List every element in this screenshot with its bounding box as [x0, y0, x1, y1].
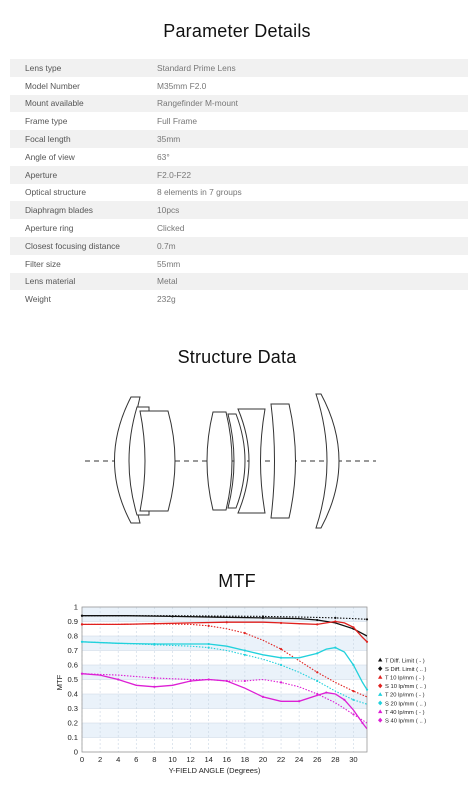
- param-value: F2.0-F22: [157, 169, 191, 180]
- x-tick-label: 30: [349, 755, 358, 764]
- legend-label: T Diff. Limit ( - ): [385, 658, 425, 665]
- parameter-table: [10, 59, 468, 308]
- legend-label: T 10 lp/mm ( - ): [385, 675, 425, 682]
- x-tick-label: 12: [186, 755, 195, 764]
- series-point: [352, 690, 354, 692]
- x-tick-label: 2: [97, 755, 103, 764]
- y-tick-label: 0.3: [67, 704, 78, 714]
- legend-label: T 20 lp/mm ( - ): [385, 692, 425, 699]
- y-tick-label: 0.9: [67, 617, 78, 627]
- lens-element-3: [140, 411, 175, 511]
- param-label: Lens type: [25, 62, 62, 73]
- param-value: Rangefinder M-mount: [157, 98, 238, 109]
- param-value: 232g: [157, 294, 176, 305]
- y-tick-label: 0.6: [67, 660, 78, 670]
- series-point: [244, 649, 246, 651]
- param-row: [10, 59, 468, 77]
- param-row: [10, 273, 468, 291]
- param-value: Metal: [157, 276, 178, 287]
- series-point: [352, 699, 354, 701]
- param-label: Focal length: [25, 134, 71, 145]
- y-axis-label: MTF: [55, 674, 64, 691]
- x-tick-label: 4: [116, 755, 121, 764]
- param-label: Weight: [25, 294, 51, 305]
- legend-label: T 40 lp/mm ( - ): [385, 709, 425, 716]
- series-point: [343, 699, 345, 701]
- series-point: [81, 615, 83, 617]
- series-point: [81, 641, 83, 643]
- series-point: [352, 664, 354, 666]
- series-point: [189, 680, 191, 682]
- mtf-title: MTF: [218, 571, 256, 591]
- legend-label: S 20 lp/mm ( .. ): [385, 701, 427, 708]
- series-point: [352, 626, 354, 628]
- x-tick-label: 26: [313, 755, 322, 764]
- series-point: [334, 647, 336, 649]
- plot-band: [82, 723, 367, 738]
- param-row: [10, 255, 468, 273]
- lens-element-7: [271, 404, 296, 518]
- param-row: [10, 184, 468, 202]
- param-value: M35mm F2.0: [157, 80, 207, 91]
- series-point: [280, 648, 282, 650]
- x-tick-label: 24: [294, 755, 304, 764]
- param-row: [10, 237, 468, 255]
- plot-band: [82, 651, 367, 666]
- series-point: [280, 664, 282, 666]
- series-point: [208, 647, 210, 649]
- x-tick-label: 6: [134, 755, 139, 764]
- x-tick-label: 16: [222, 755, 231, 764]
- series-point: [316, 623, 318, 625]
- legend-marker: [378, 692, 382, 696]
- param-row: [10, 201, 468, 219]
- param-row: [10, 166, 468, 184]
- series-point: [262, 696, 264, 698]
- series-point: [298, 700, 300, 702]
- param-value: 0.7m: [157, 240, 176, 251]
- structure-data-title: Structure Data: [177, 347, 297, 367]
- legend-marker: [378, 709, 382, 713]
- series-point: [280, 657, 282, 659]
- x-tick-label: 18: [240, 755, 250, 764]
- series-point: [208, 678, 210, 680]
- series-point: [208, 643, 210, 645]
- y-tick-label: 1: [73, 602, 78, 612]
- series-point: [81, 623, 83, 625]
- legend-label: S 40 lp/mm ( .. ): [385, 718, 427, 725]
- legend-marker: [378, 683, 382, 688]
- x-axis-label: Y-FIELD ANGLE (Degrees): [168, 766, 261, 775]
- param-row: [10, 130, 468, 148]
- lens-structure-diagram: [0, 390, 474, 540]
- series-point: [153, 623, 155, 625]
- param-row: [10, 77, 468, 95]
- param-value: 63°: [157, 151, 170, 162]
- plot-band: [82, 738, 367, 753]
- param-value: 8 elements in 7 groups: [157, 187, 242, 198]
- param-label: Closest focusing distance: [25, 240, 120, 251]
- series-point: [334, 617, 336, 619]
- param-row: [10, 290, 468, 308]
- legend-label: S Diff. Limit ( .. ): [385, 666, 427, 673]
- series-point: [226, 621, 228, 623]
- series-point: [244, 632, 246, 634]
- series-point: [81, 673, 83, 675]
- series-point: [262, 615, 264, 617]
- series-point: [316, 680, 318, 682]
- param-value: Standard Prime Lens: [157, 62, 236, 73]
- param-row: [10, 148, 468, 166]
- x-tick-label: 0: [79, 755, 85, 764]
- param-label: Aperture ring: [25, 223, 74, 234]
- y-tick-label: 0.8: [67, 631, 78, 641]
- legend-marker: [378, 658, 382, 662]
- series-point: [325, 691, 327, 693]
- param-label: Lens material: [25, 276, 76, 287]
- legend-marker: [378, 675, 382, 679]
- param-label: Filter size: [25, 258, 61, 269]
- y-tick-label: 0.7: [67, 646, 78, 656]
- param-label: Model Number: [25, 80, 80, 91]
- x-tick-label: 22: [276, 755, 286, 764]
- parameter-details-title: Parameter Details: [163, 21, 311, 41]
- series-point: [361, 722, 363, 724]
- y-tick-label: 0.2: [67, 718, 78, 728]
- series-point: [244, 654, 246, 656]
- series-point: [366, 641, 368, 643]
- x-tick-label: 20: [258, 755, 268, 764]
- legend-label: S 10 lp/mm ( .. ): [385, 684, 427, 691]
- param-label: Mount available: [25, 98, 84, 109]
- x-tick-label: 8: [152, 755, 157, 764]
- param-value: Full Frame: [157, 116, 198, 127]
- y-tick-label: 0.4: [67, 689, 78, 699]
- series-point: [316, 652, 318, 654]
- x-tick-label: 14: [204, 755, 213, 764]
- series-point: [366, 618, 368, 620]
- param-label: Angle of view: [25, 151, 75, 162]
- plot-band: [82, 607, 367, 622]
- series-point: [153, 644, 155, 646]
- series-point: [280, 681, 282, 683]
- param-value: Clicked: [157, 223, 185, 234]
- legend-marker: [378, 701, 382, 706]
- series-point: [366, 689, 368, 691]
- plot-band: [82, 694, 367, 709]
- y-tick-label: 0: [73, 747, 78, 757]
- mtf-chart: [0, 600, 474, 790]
- param-label: Diaphragm blades: [25, 205, 93, 216]
- param-row: [10, 219, 468, 237]
- series-point: [352, 713, 354, 715]
- y-tick-label: 0.5: [67, 675, 78, 685]
- series-point: [334, 620, 336, 622]
- param-label: Optical structure: [25, 187, 86, 198]
- series-point: [244, 680, 246, 682]
- x-tick-label: 28: [331, 755, 340, 764]
- series-point: [117, 678, 119, 680]
- y-tick-label: 0.1: [67, 733, 78, 743]
- series-point: [153, 686, 155, 688]
- series-point: [316, 671, 318, 673]
- plot-band: [82, 665, 367, 680]
- x-tick-label: 10: [168, 755, 177, 764]
- param-label: Frame type: [25, 116, 68, 127]
- series-point: [280, 622, 282, 624]
- series-point: [208, 625, 210, 627]
- param-row: [10, 95, 468, 113]
- param-row: [10, 112, 468, 130]
- lens-element-4: [207, 412, 232, 510]
- param-value: 35mm: [157, 134, 181, 145]
- param-label: Aperture: [25, 169, 58, 180]
- legend-marker: [378, 718, 382, 723]
- param-value: 10pcs: [157, 205, 180, 216]
- series-point: [153, 677, 155, 679]
- legend-marker: [378, 666, 382, 671]
- plot-band: [82, 709, 367, 724]
- series-point: [316, 693, 318, 695]
- series-point: [316, 619, 318, 621]
- param-value: 55mm: [157, 258, 181, 269]
